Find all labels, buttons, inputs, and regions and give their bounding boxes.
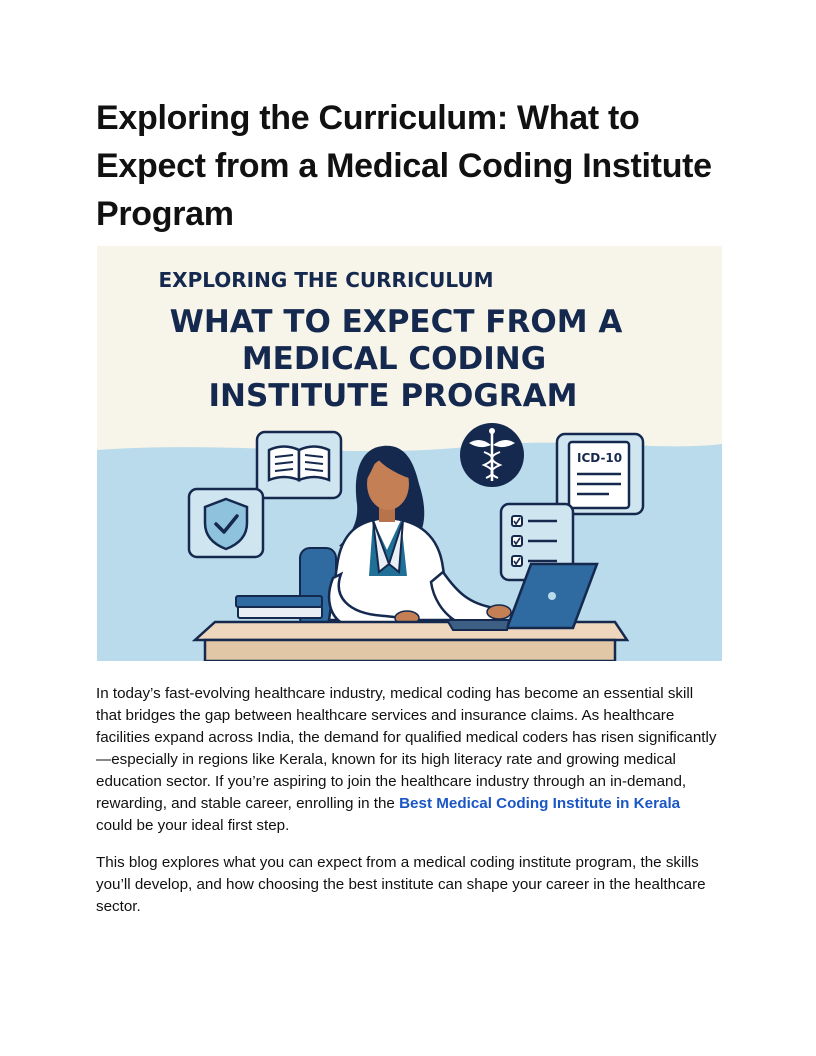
intro-text-before: In today’s fast-evolving healthcare industry, medical coding has become an essential skill that bridges the gap between healthcare services and insurance claims. As healthcare facilities expand across India, the demand for qualified medical coders has risen significantly—especially in regions like Kerala, known for its high literacy rate and growing medical education sector. If you’re aspiring to join the healthcare industry through an in-demand, rewarding, and stable career, enrolling in the — [96, 685, 717, 812]
icd-label: ICD-10 — [577, 451, 623, 465]
hero-eyebrow: EXPLORING THE CURRICULUM — [158, 268, 494, 292]
hero-headline-line-3: INSTITUTE PROGRAM — [208, 378, 578, 414]
open-book-icon — [257, 432, 341, 498]
hero-headline-line-1: WHAT TO EXPECT FROM A — [169, 304, 623, 340]
intro-paragraph — [96, 683, 720, 837]
hero-headline-line-2: MEDICAL CODING — [241, 341, 547, 377]
hero-illustration — [97, 246, 722, 661]
shield-check-icon — [189, 489, 263, 557]
blog-overview-paragraph: This blog explores what you can expect from a medical coding institute program, the skills you’ll develop, and how choosing the best institute can shape your career in the healthcare sector. — [96, 854, 706, 915]
best-institute-link[interactable]: Best Medical Coding Institute in Kerala — [399, 795, 681, 812]
books-stack — [236, 596, 322, 618]
icd-document-icon — [557, 434, 643, 514]
caduceus-icon — [460, 423, 524, 487]
intro-text-after: could be your ideal first step. — [96, 817, 290, 834]
page-title: Exploring the Curriculum: What to Expect from a Medical Coding Institute Program — [96, 99, 712, 233]
